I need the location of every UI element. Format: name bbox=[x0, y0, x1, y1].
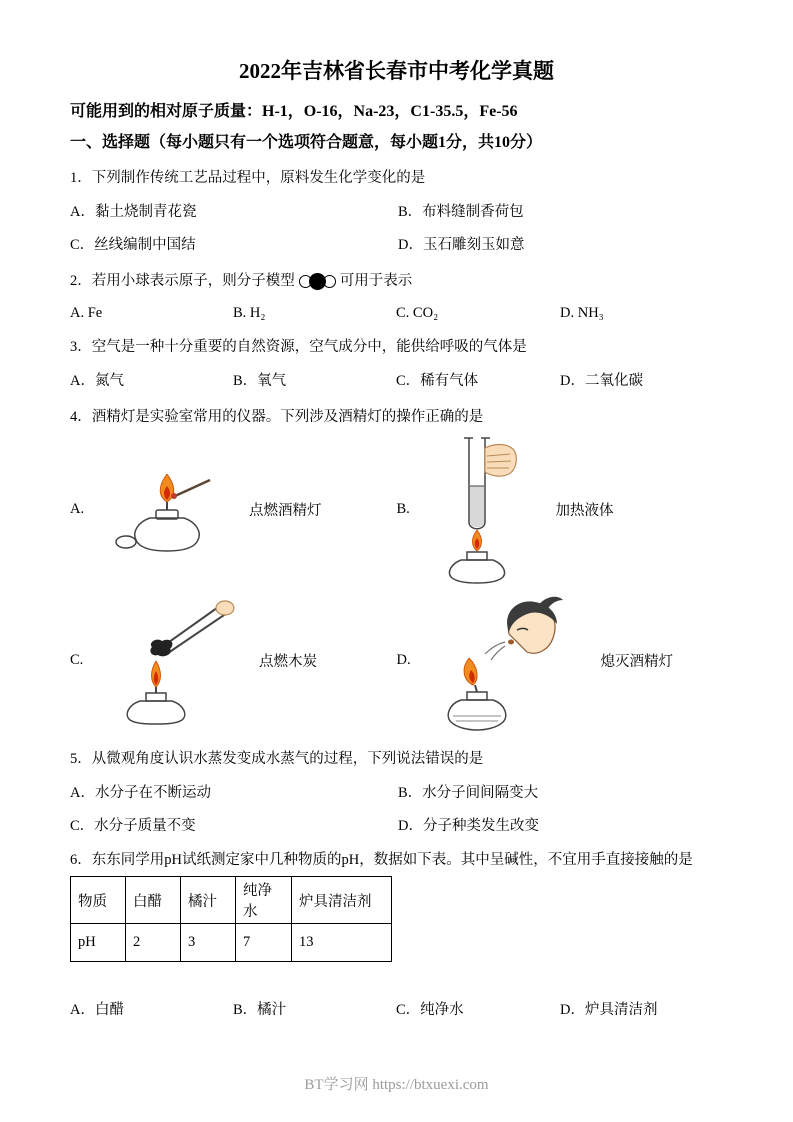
question-4 bbox=[70, 407, 723, 735]
q4-option-b-label: 加热液体 bbox=[555, 502, 614, 519]
q4-option-c-letter: C. bbox=[70, 651, 84, 668]
table-cell-vinegar: 白醋 bbox=[126, 877, 181, 924]
question-6-options bbox=[70, 1000, 723, 1020]
q4-option-b bbox=[397, 433, 724, 585]
blow-out-lamp-illustration bbox=[439, 588, 579, 733]
table-cell-stove-cleaner: 炉具清洁剂 bbox=[292, 877, 392, 924]
question-5-options bbox=[70, 783, 723, 836]
question-3 bbox=[70, 337, 723, 391]
table-cell-ph-orange-juice: 3 bbox=[181, 924, 236, 962]
table-cell-ph-stove-cleaner: 13 bbox=[292, 924, 392, 962]
q3-option-a: A．氮气 bbox=[70, 373, 124, 389]
q1-option-d: D．玉石雕刻玉如意 bbox=[398, 237, 525, 253]
q3-option-c: C．稀有气体 bbox=[396, 373, 479, 389]
q2-option-a: A. Fe bbox=[70, 305, 103, 321]
q6-option-a: A．白醋 bbox=[70, 1002, 124, 1018]
ph-table bbox=[70, 876, 392, 962]
heat-liquid-illustration bbox=[439, 434, 534, 584]
atom-ball-black-center bbox=[309, 273, 326, 290]
ph-table-value-row bbox=[71, 924, 392, 962]
section-header: 一、选择题（每小题只有一个选项符合题意，每小题1分，共10分） bbox=[70, 134, 543, 151]
question-1-stem: 1．下列制作传统工艺品过程中，原料发生化学变化的是 bbox=[70, 170, 426, 186]
table-cell-pure-water: 纯净水 bbox=[236, 877, 292, 924]
q4-option-a bbox=[70, 433, 397, 585]
light-alcohol-lamp-illustration bbox=[112, 462, 227, 557]
question-6-stem: 6．东东同学用pH试纸测定家中几种物质的pH，数据如下表。其中呈碱性，不宜用手直接接触的是 bbox=[70, 852, 693, 868]
q4-option-c bbox=[70, 585, 397, 735]
q5-option-c: C．水分子质量不变 bbox=[70, 818, 196, 834]
ph-table-header-row bbox=[71, 877, 392, 924]
question-6 bbox=[70, 850, 723, 1020]
question-4-options bbox=[70, 433, 723, 735]
atomic-mass-note: 可能用到的相对原子质量：H-1，O-16，Na-23，C1-35.5，Fe-56 bbox=[70, 103, 518, 120]
question-3-options bbox=[70, 371, 723, 391]
table-cell-orange-juice: 橘汁 bbox=[181, 877, 236, 924]
question-4-stem: 4．酒精灯是实验室常用的仪器。下列涉及酒精灯的操作正确的是 bbox=[70, 409, 484, 425]
light-charcoal-illustration bbox=[112, 595, 237, 725]
question-1 bbox=[70, 168, 723, 255]
q4-option-a-letter: A. bbox=[70, 500, 85, 517]
q2-stem-after: 可用于表示 bbox=[339, 273, 413, 289]
q4-option-d-letter: D. bbox=[396, 651, 411, 668]
watermark-footer: BT学习网 https://btxuexi.com bbox=[304, 1077, 489, 1093]
table-cell-ph-vinegar: 2 bbox=[126, 924, 181, 962]
page-title: 2022年吉林省长春市中考化学真题 bbox=[239, 59, 554, 83]
question-5-stem: 5．从微观角度认识水蒸发变成水蒸气的过程，下列说法错误的是 bbox=[70, 751, 484, 767]
q3-option-b: B．氧气 bbox=[233, 373, 287, 389]
q4-option-b-letter: B. bbox=[396, 500, 410, 517]
q4-option-d-label: 熄灭酒精灯 bbox=[600, 653, 673, 670]
q6-option-d: D．炉具清洁剂 bbox=[560, 1002, 658, 1018]
q2-stem-before: 2．若用小球表示原子，则分子模型 bbox=[70, 273, 295, 289]
question-2-stem bbox=[70, 271, 723, 291]
q5-option-d: D．分子种类发生改变 bbox=[398, 818, 539, 834]
q5-option-a: A．水分子在不断运动 bbox=[70, 785, 211, 801]
q2-option-d: D. NH₃ bbox=[560, 305, 604, 321]
table-cell-substance: 物质 bbox=[71, 877, 126, 924]
q4-option-c-label: 点燃木炭 bbox=[259, 653, 317, 670]
q6-option-c: C．纯净水 bbox=[396, 1002, 464, 1018]
q1-option-a: A．黏土烧制青花瓷 bbox=[70, 204, 197, 220]
q4-option-d bbox=[397, 585, 724, 735]
q5-option-b: B．水分子间间隔变大 bbox=[398, 785, 539, 801]
q6-option-b: B．橘汁 bbox=[233, 1002, 287, 1018]
molecule-model bbox=[299, 273, 336, 290]
q1-option-c: C．丝线编制中国结 bbox=[70, 237, 196, 253]
table-cell-ph-label: pH bbox=[71, 924, 126, 962]
table-cell-ph-pure-water: 7 bbox=[236, 924, 292, 962]
q2-option-b: B. H₂ bbox=[233, 305, 266, 321]
q4-option-a-label: 点燃酒精灯 bbox=[249, 502, 322, 519]
q3-option-d: D．二氧化碳 bbox=[560, 373, 643, 389]
q2-option-c: C. CO₂ bbox=[396, 305, 439, 321]
question-1-options bbox=[70, 202, 723, 255]
q1-option-b: B．布料缝制香荷包 bbox=[398, 204, 524, 220]
question-5 bbox=[70, 749, 723, 836]
question-2 bbox=[70, 271, 723, 323]
question-2-options bbox=[70, 303, 723, 323]
question-3-stem: 3．空气是一种十分重要的自然资源，空气成分中，能供给呼吸的气体是 bbox=[70, 339, 527, 355]
